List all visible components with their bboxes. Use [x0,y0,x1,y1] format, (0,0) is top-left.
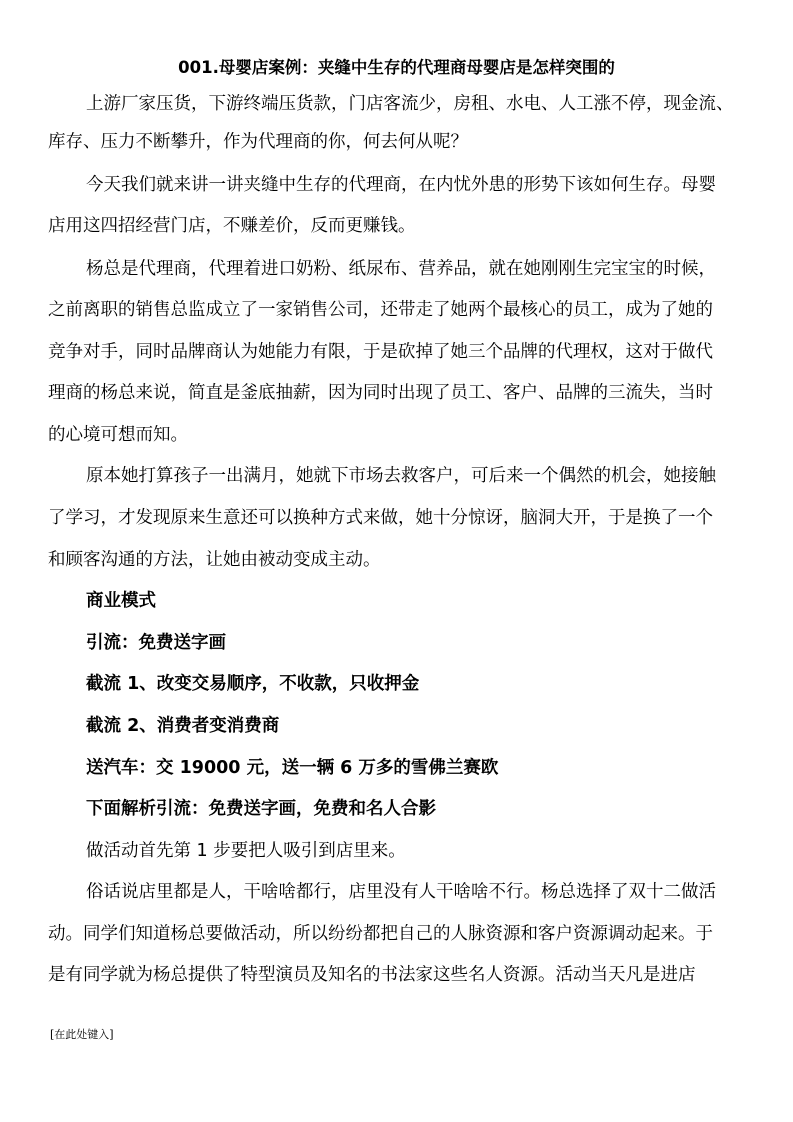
subsection-heading: 下面解析引流：免费送字画，免费和名人合影 [86,799,436,819]
paragraph-line: 动。同学们知道杨总要做活动，所以纷纷都把自己的人脉资源和客户资源调动起来。于 [48,924,713,944]
paragraph-line: 和顾客沟通的方法，让她由被动变成主动。 [48,550,381,570]
paragraph-line: 做活动首先第 1 步要把人吸引到店里来。 [86,841,406,861]
model-item-car: 送汽车：交 19000 元，送一辆 6 万多的雪佛兰赛欧 [86,758,499,778]
paragraph-line: 之前离职的销售总监成立了一家销售公司，还带走了她两个最核心的员工，成为了她的 [48,300,713,320]
paragraph-line: 今天我们就来讲一讲夹缝中生存的代理商，在内忧外患的形势下该如何生存。母婴 [86,175,716,195]
paragraph-line: 是有同学就为杨总提供了特型演员及知名的书法家这些名人资源。活动当天凡是进店 [48,965,696,985]
paragraph-line: 杨总是代理商，代理着进口奶粉、纸尿布、营养品，就在她刚刚生完宝宝的时候， [86,259,716,279]
paragraph-line: 竞争对手，同时品牌商认为她能力有限，于是砍掉了她三个品牌的代理权，这对于做代 [48,342,713,362]
paragraph-line: 理商的杨总来说，简直是釜底抽薪，因为同时出现了员工、客户、品牌的三流失，当时 [48,383,713,403]
paragraph-line: 的心境可想而知。 [48,425,188,445]
paragraph-line: 上游厂家压货，下游终端压货款，门店客流少，房租、水电、人工涨不停，现金流、 [86,94,734,114]
model-item-intercept-2: 截流 2、消费者变消费商 [86,716,280,736]
section-heading: 商业模式 [86,591,156,611]
paragraph-line: 库存、压力不断攀升，作为代理商的你，何去何从呢？ [48,132,468,152]
paragraph-line: 原本她打算孩子一出满月，她就下市场去救客户，可后来一个偶然的机会，她接触 [86,466,716,486]
paragraph-line: 俗话说店里都是人，干啥啥都行，店里没有人干啥啥不行。杨总选择了双十二做活 [86,882,716,902]
model-item-traffic: 引流：免费送字画 [86,633,226,653]
model-item-intercept-1: 截流 1、改变交易顺序，不收款，只收押金 [86,674,420,694]
document-title: 001.母婴店案例：夹缝中生存的代理商母婴店是怎样突围的 [178,58,615,77]
footer-placeholder: [在此处键入] [50,1028,114,1041]
paragraph-line: 店用这四招经营门店，不赚差价，反而更赚钱。 [48,216,416,236]
paragraph-line: 了学习，才发现原来生意还可以换种方式来做，她十分惊讶，脑洞大开，于是换了一个 [48,508,713,528]
